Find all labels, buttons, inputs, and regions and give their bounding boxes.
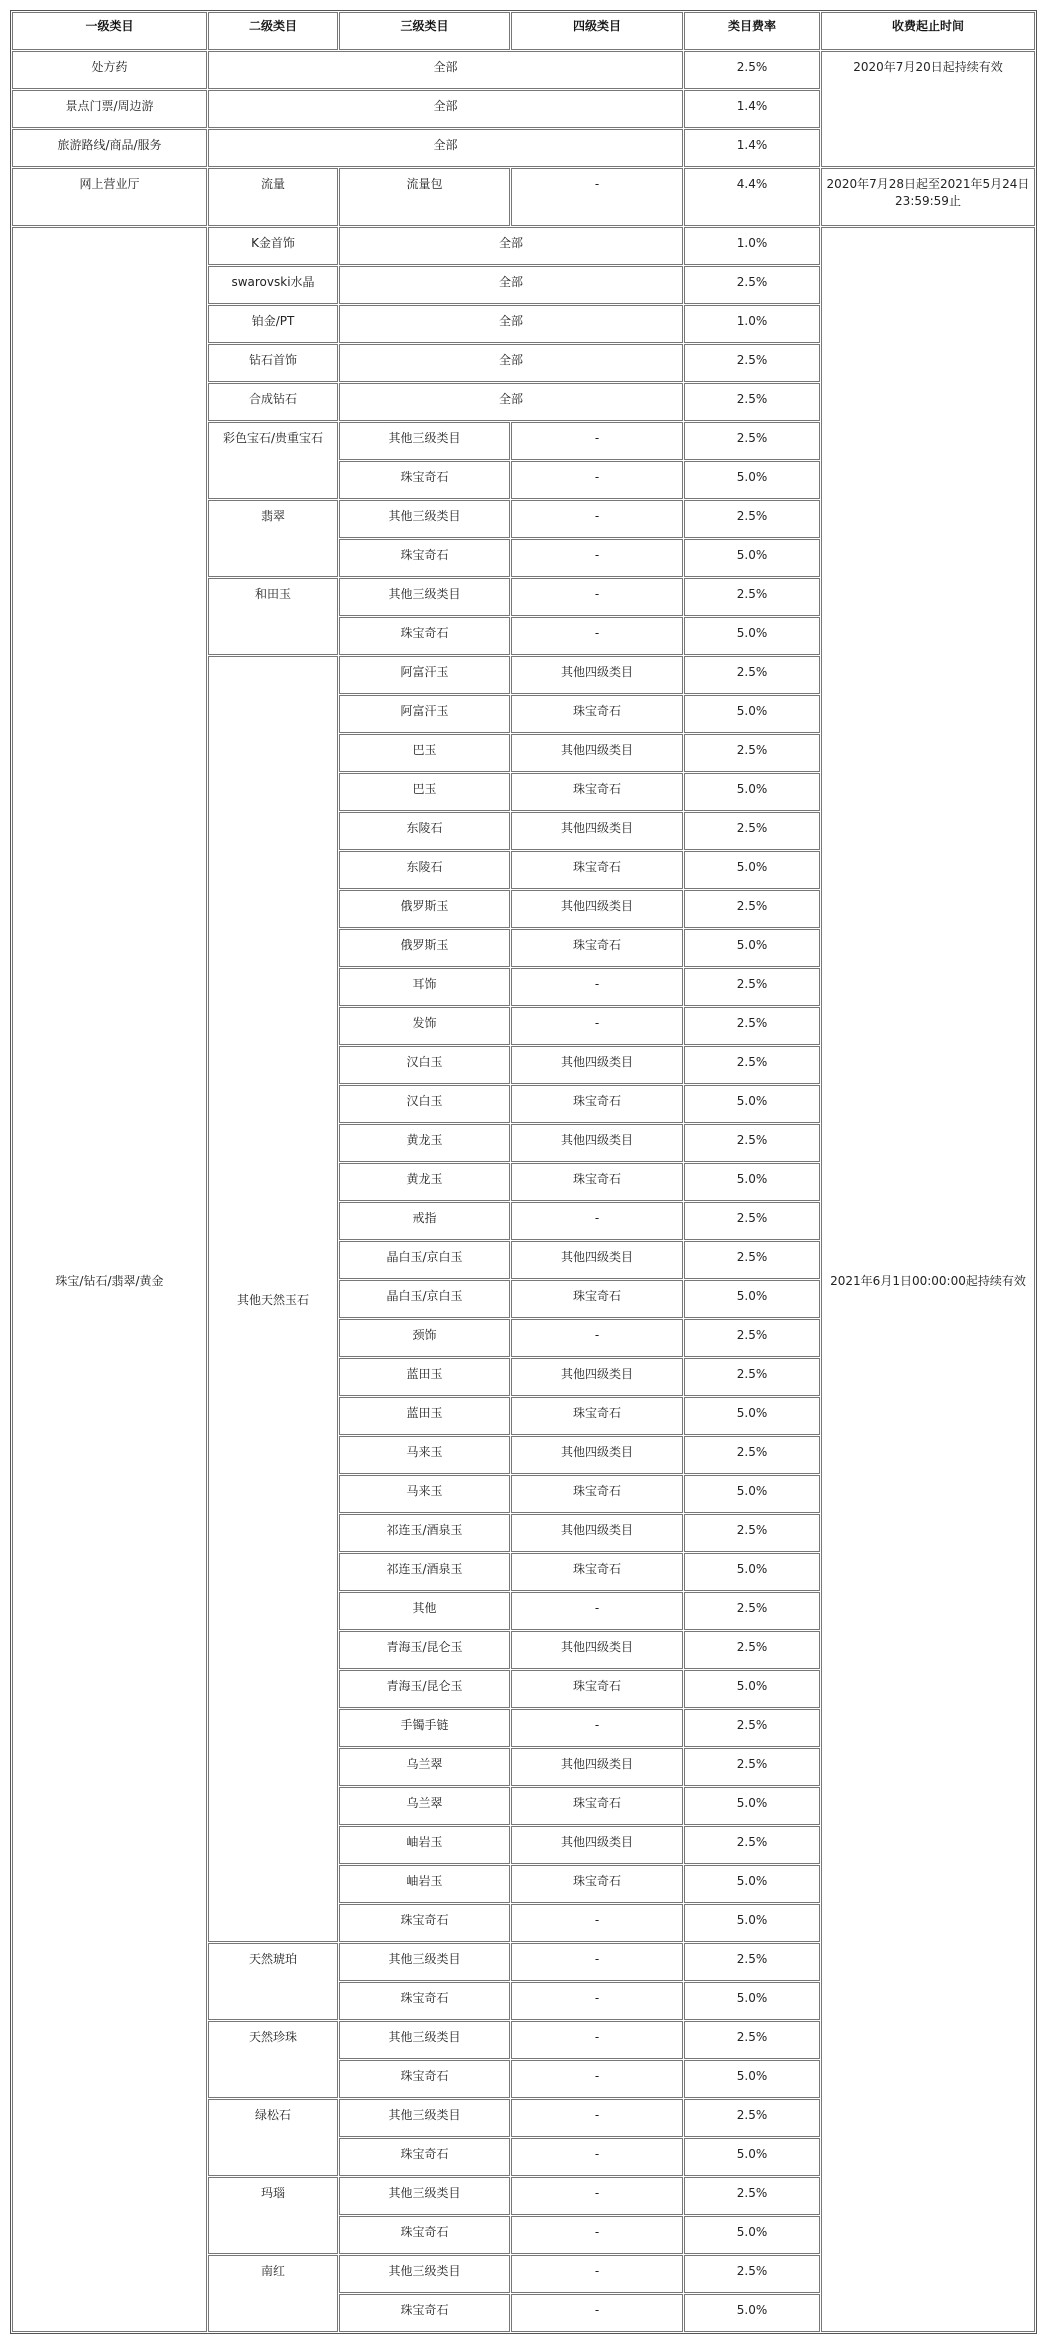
l3-cell: 乌兰翠	[339, 1787, 510, 1825]
header-l3: 三级类目	[339, 12, 510, 50]
rate-cell: 2.5%	[684, 266, 820, 304]
l4-cell: -	[511, 2099, 683, 2137]
rate-cell: 5.0%	[684, 1670, 820, 1708]
scope-cell: 全部	[339, 227, 683, 265]
rate-cell: 5.0%	[684, 1787, 820, 1825]
l3-cell: 珠宝奇石	[339, 1982, 510, 2020]
l4-cell: 珠宝奇石	[511, 1475, 683, 1513]
rate-cell: 2.5%	[684, 1748, 820, 1786]
rate-cell: 2.5%	[684, 1319, 820, 1357]
rate-cell: 2.5%	[684, 1631, 820, 1669]
l4-cell: 其他四级类目	[511, 1241, 683, 1279]
l3-cell: 珠宝奇石	[339, 2138, 510, 2176]
l4-cell: 其他四级类目	[511, 812, 683, 850]
table-row	[12, 227, 1035, 265]
rate-cell: 2.5%	[684, 734, 820, 772]
header-l1: 一级类目	[12, 12, 207, 50]
l4-cell: 珠宝奇石	[511, 1397, 683, 1435]
rate-cell: 2.5%	[684, 1592, 820, 1630]
table-row	[12, 51, 1035, 89]
l4-cell: -	[511, 168, 683, 226]
l4-cell: 珠宝奇石	[511, 1670, 683, 1708]
scope-cell: 全部	[339, 305, 683, 343]
l3-cell: 阿富汗玉	[339, 656, 510, 694]
rate-cell: 2.5%	[684, 1241, 820, 1279]
l3-cell: 晶白玉/京白玉	[339, 1241, 510, 1279]
rate-cell: 5.0%	[684, 1475, 820, 1513]
l4-cell: -	[511, 1007, 683, 1045]
time-cell: 2020年7月20日起持续有效	[821, 51, 1035, 167]
l3-cell: 东陵石	[339, 851, 510, 889]
rate-cell: 2.5%	[684, 2099, 820, 2137]
rate-cell: 5.0%	[684, 929, 820, 967]
l2-cell: 南红	[208, 2255, 338, 2332]
l4-cell: -	[511, 2294, 683, 2332]
l2-cell: 天然珍珠	[208, 2021, 338, 2098]
rate-cell: 2.5%	[684, 51, 820, 89]
l1-cell: 旅游路线/商品/服务	[12, 129, 207, 167]
l2-cell: 流量	[208, 168, 338, 226]
rate-cell: 2.5%	[684, 968, 820, 1006]
l3-cell: 祁连玉/酒泉玉	[339, 1514, 510, 1552]
l2-cell: 玛瑙	[208, 2177, 338, 2254]
rate-cell: 2.5%	[684, 1124, 820, 1162]
l1-cell: 网上营业厅	[12, 168, 207, 226]
l4-cell: 珠宝奇石	[511, 773, 683, 811]
l3-cell: 其他三级类目	[339, 422, 510, 460]
l4-cell: -	[511, 461, 683, 499]
l3-cell: 青海玉/昆仑玉	[339, 1631, 510, 1669]
l4-cell: -	[511, 1592, 683, 1630]
l3-cell: 马来玉	[339, 1475, 510, 1513]
l3-cell: 岫岩玉	[339, 1826, 510, 1864]
l4-cell: -	[511, 500, 683, 538]
l3-cell: 汉白玉	[339, 1085, 510, 1123]
rate-cell: 2.5%	[684, 1202, 820, 1240]
l3-cell: 发饰	[339, 1007, 510, 1045]
l3-cell: 巴玉	[339, 734, 510, 772]
rate-cell: 5.0%	[684, 1865, 820, 1903]
l4-cell: -	[511, 1904, 683, 1942]
l4-cell: 其他四级类目	[511, 1436, 683, 1474]
l4-cell: 珠宝奇石	[511, 851, 683, 889]
header-l2: 二级类目	[208, 12, 338, 50]
rate-cell: 2.5%	[684, 500, 820, 538]
l4-cell: 珠宝奇石	[511, 1787, 683, 1825]
l4-cell: -	[511, 1943, 683, 1981]
rate-cell: 2.5%	[684, 1826, 820, 1864]
l3-cell: 其他	[339, 1592, 510, 1630]
scope-cell: 全部	[208, 90, 683, 128]
l2-cell: 翡翠	[208, 500, 338, 577]
l1-cell: 处方药	[12, 51, 207, 89]
header-l4: 四级类目	[511, 12, 683, 50]
rate-cell: 5.0%	[684, 2294, 820, 2332]
l3-cell: 颈饰	[339, 1319, 510, 1357]
rate-cell: 2.5%	[684, 1007, 820, 1045]
l4-cell: 其他四级类目	[511, 1046, 683, 1084]
l3-cell: 晶白玉/京白玉	[339, 1280, 510, 1318]
rate-cell: 2.5%	[684, 890, 820, 928]
l3-cell: 其他三级类目	[339, 2021, 510, 2059]
l2-cell: 铂金/PT	[208, 305, 338, 343]
l3-cell: 青海玉/昆仑玉	[339, 1670, 510, 1708]
rate-cell: 5.0%	[684, 461, 820, 499]
fee-table-wrapper	[10, 10, 1037, 2334]
l4-cell: -	[511, 1982, 683, 2020]
l3-cell: 珠宝奇石	[339, 2216, 510, 2254]
header-row	[12, 12, 1035, 50]
l3-cell: 其他三级类目	[339, 578, 510, 616]
l4-cell: 珠宝奇石	[511, 1553, 683, 1591]
l3-cell: 汉白玉	[339, 1046, 510, 1084]
l3-cell: 其他三级类目	[339, 2255, 510, 2293]
l4-cell: 珠宝奇石	[511, 1280, 683, 1318]
l4-cell: 珠宝奇石	[511, 929, 683, 967]
l4-cell: 其他四级类目	[511, 1826, 683, 1864]
l2-cell: K金首饰	[208, 227, 338, 265]
l2-cell: 天然琥珀	[208, 1943, 338, 2020]
rate-cell: 2.5%	[684, 2021, 820, 2059]
rate-cell: 5.0%	[684, 539, 820, 577]
l3-cell: 戒指	[339, 1202, 510, 1240]
l2-cell: 合成钻石	[208, 383, 338, 421]
l3-cell: 珠宝奇石	[339, 2060, 510, 2098]
rate-cell: 2.5%	[684, 812, 820, 850]
l4-cell: -	[511, 2216, 683, 2254]
l4-cell: -	[511, 539, 683, 577]
time-cell: 2020年7月28日起至2021年5月24日 23:59:59止	[821, 168, 1035, 226]
rate-cell: 2.5%	[684, 422, 820, 460]
scope-cell: 全部	[339, 383, 683, 421]
category-fee-table	[10, 10, 1037, 2334]
rate-cell: 2.5%	[684, 1943, 820, 1981]
table-row	[12, 168, 1035, 226]
l3-cell: 珠宝奇石	[339, 1904, 510, 1942]
l3-cell: 俄罗斯玉	[339, 929, 510, 967]
l3-cell: 岫岩玉	[339, 1865, 510, 1903]
rate-cell: 1.0%	[684, 305, 820, 343]
header-rate: 类目费率	[684, 12, 820, 50]
l4-cell: 其他四级类目	[511, 1124, 683, 1162]
rate-cell: 2.5%	[684, 344, 820, 382]
rate-cell: 2.5%	[684, 1436, 820, 1474]
l4-cell: 其他四级类目	[511, 1358, 683, 1396]
l4-cell: -	[511, 617, 683, 655]
l3-cell: 珠宝奇石	[339, 2294, 510, 2332]
rate-cell: 2.5%	[684, 1709, 820, 1747]
rate-cell: 1.0%	[684, 227, 820, 265]
l4-cell: -	[511, 1709, 683, 1747]
l4-cell: 其他四级类目	[511, 734, 683, 772]
rate-cell: 5.0%	[684, 1904, 820, 1942]
l3-cell: 俄罗斯玉	[339, 890, 510, 928]
l3-cell: 珠宝奇石	[339, 617, 510, 655]
scope-cell: 全部	[208, 51, 683, 89]
l3-cell: 珠宝奇石	[339, 461, 510, 499]
l4-cell: -	[511, 2138, 683, 2176]
l4-cell: -	[511, 2021, 683, 2059]
rate-cell: 2.5%	[684, 1046, 820, 1084]
l4-cell: 珠宝奇石	[511, 1085, 683, 1123]
rate-cell: 5.0%	[684, 1553, 820, 1591]
l2-cell: 绿松石	[208, 2099, 338, 2176]
l3-cell: 乌兰翠	[339, 1748, 510, 1786]
l3-cell: 其他三级类目	[339, 2099, 510, 2137]
l3-cell: 手镯手链	[339, 1709, 510, 1747]
l4-cell: 其他四级类目	[511, 1748, 683, 1786]
l4-cell: 其他四级类目	[511, 1631, 683, 1669]
l4-cell: 珠宝奇石	[511, 1163, 683, 1201]
time-cell: 2021年6月1日00:00:00起持续有效	[821, 227, 1035, 2332]
rate-cell: 5.0%	[684, 851, 820, 889]
rate-cell: 2.5%	[684, 2255, 820, 2293]
l4-cell: -	[511, 968, 683, 1006]
l4-cell: -	[511, 578, 683, 616]
l2-cell: swarovski水晶	[208, 266, 338, 304]
l4-cell: 其他四级类目	[511, 1514, 683, 1552]
rate-cell: 5.0%	[684, 773, 820, 811]
rate-cell: 5.0%	[684, 1982, 820, 2020]
l1-cell: 珠宝/钻石/翡翠/黄金	[12, 227, 207, 2332]
rate-cell: 5.0%	[684, 1280, 820, 1318]
l3-cell: 黄龙玉	[339, 1163, 510, 1201]
l4-cell: -	[511, 1319, 683, 1357]
scope-cell: 全部	[208, 129, 683, 167]
l3-cell: 其他三级类目	[339, 1943, 510, 1981]
l3-cell: 其他三级类目	[339, 500, 510, 538]
l4-cell: 珠宝奇石	[511, 695, 683, 733]
l3-cell: 蓝田玉	[339, 1397, 510, 1435]
rate-cell: 5.0%	[684, 2216, 820, 2254]
rate-cell: 2.5%	[684, 1514, 820, 1552]
l2-cell: 其他天然玉石	[208, 656, 338, 1942]
rate-cell: 2.5%	[684, 578, 820, 616]
l3-cell: 巴玉	[339, 773, 510, 811]
rate-cell: 5.0%	[684, 2060, 820, 2098]
l4-cell: -	[511, 422, 683, 460]
l4-cell: 其他四级类目	[511, 890, 683, 928]
l4-cell: 其他四级类目	[511, 656, 683, 694]
l2-cell: 和田玉	[208, 578, 338, 655]
l4-cell: -	[511, 2060, 683, 2098]
rate-cell: 5.0%	[684, 1085, 820, 1123]
rate-cell: 2.5%	[684, 383, 820, 421]
rate-cell: 2.5%	[684, 656, 820, 694]
l3-cell: 马来玉	[339, 1436, 510, 1474]
rate-cell: 1.4%	[684, 90, 820, 128]
l4-cell: -	[511, 2255, 683, 2293]
scope-cell: 全部	[339, 266, 683, 304]
l3-cell: 其他三级类目	[339, 2177, 510, 2215]
rate-cell: 2.5%	[684, 2177, 820, 2215]
rate-cell: 5.0%	[684, 1163, 820, 1201]
l3-cell: 黄龙玉	[339, 1124, 510, 1162]
rate-cell: 2.5%	[684, 1358, 820, 1396]
l3-cell: 阿富汗玉	[339, 695, 510, 733]
l4-cell: -	[511, 1202, 683, 1240]
rate-cell: 4.4%	[684, 168, 820, 226]
header-time: 收费起止时间	[821, 12, 1035, 50]
l3-cell: 耳饰	[339, 968, 510, 1006]
l1-cell: 景点门票/周边游	[12, 90, 207, 128]
rate-cell: 1.4%	[684, 129, 820, 167]
l3-cell: 祁连玉/酒泉玉	[339, 1553, 510, 1591]
rate-cell: 5.0%	[684, 2138, 820, 2176]
scope-cell: 全部	[339, 344, 683, 382]
rate-cell: 5.0%	[684, 617, 820, 655]
l2-cell: 彩色宝石/贵重宝石	[208, 422, 338, 499]
rate-cell: 5.0%	[684, 695, 820, 733]
l2-cell: 钻石首饰	[208, 344, 338, 382]
rate-cell: 5.0%	[684, 1397, 820, 1435]
l3-cell: 东陵石	[339, 812, 510, 850]
l3-cell: 流量包	[339, 168, 510, 226]
l3-cell: 蓝田玉	[339, 1358, 510, 1396]
l3-cell: 珠宝奇石	[339, 539, 510, 577]
l4-cell: 珠宝奇石	[511, 1865, 683, 1903]
l4-cell: -	[511, 2177, 683, 2215]
